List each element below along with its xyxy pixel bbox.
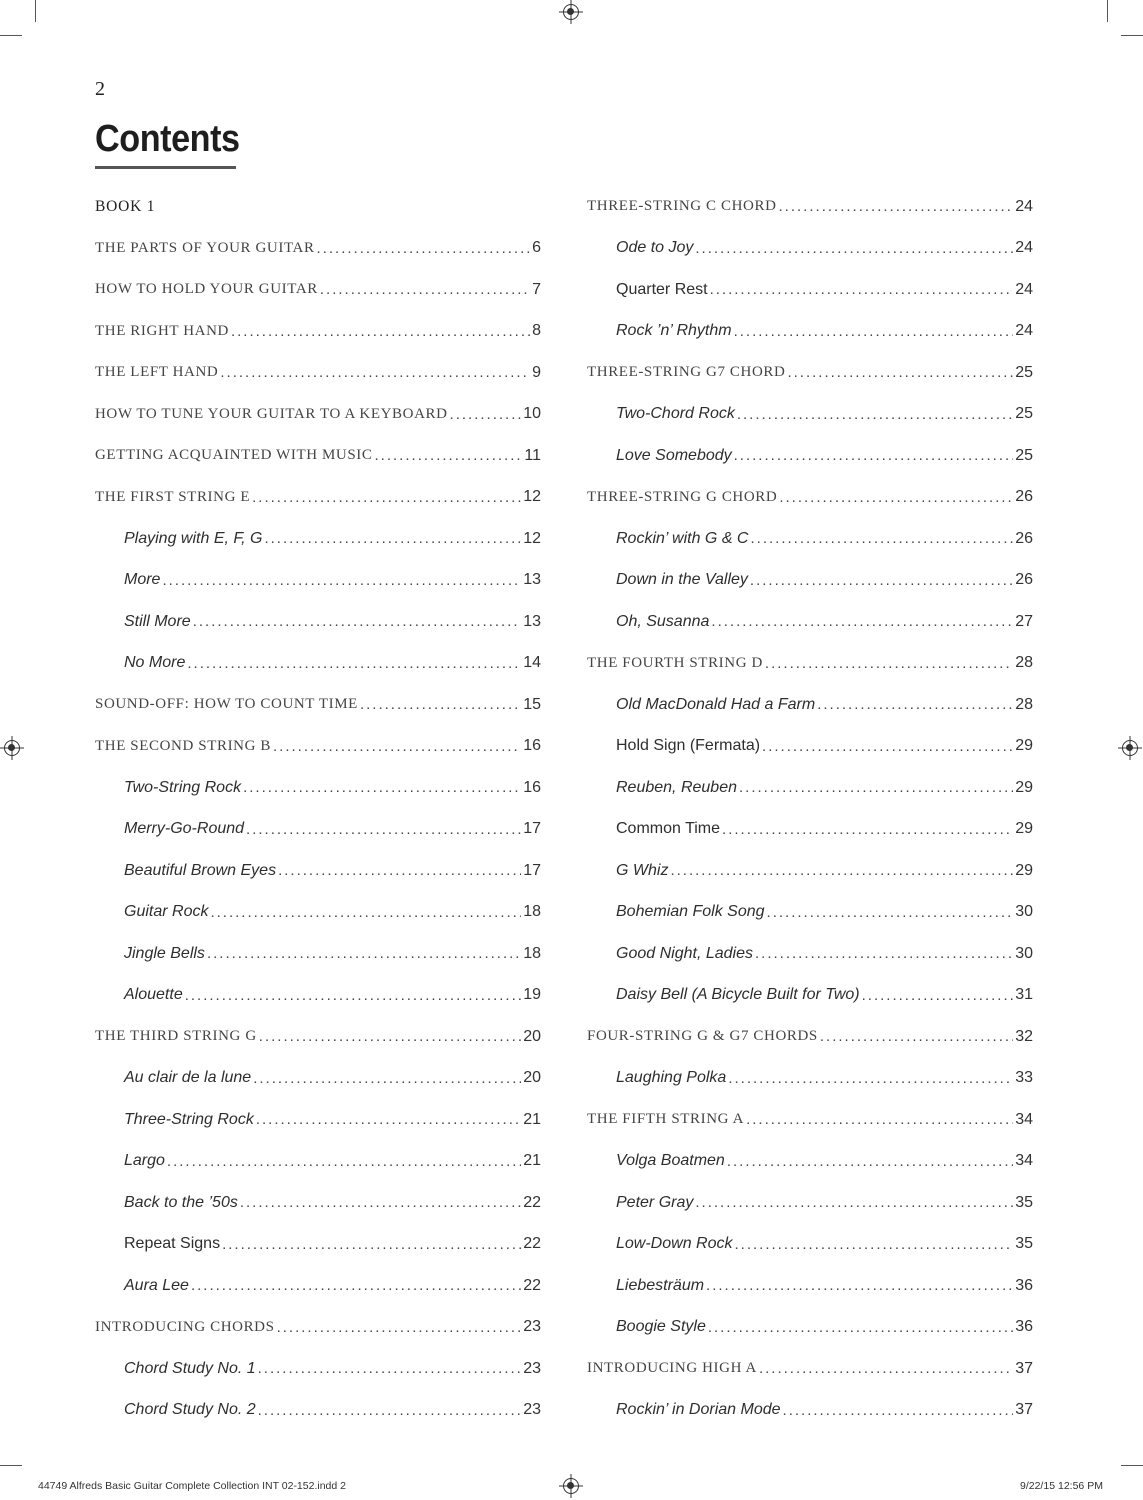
toc-entry xyxy=(587,1141,1033,1183)
toc-entry-title: Merry-Go-Round xyxy=(124,820,245,838)
dot-leader xyxy=(779,489,1013,506)
toc-entry xyxy=(95,186,541,228)
toc-entry-page: 23 xyxy=(523,1359,541,1377)
toc-entry-page: 33 xyxy=(1015,1069,1033,1087)
dot-leader xyxy=(253,1070,521,1087)
toc-entry xyxy=(587,477,1033,519)
toc-entry-title: No More xyxy=(124,654,186,672)
toc-entry xyxy=(95,975,541,1017)
toc-entry-page: 20 xyxy=(523,1027,541,1045)
toc-entry-page: 29 xyxy=(1015,737,1033,755)
dot-leader xyxy=(708,1319,1013,1336)
toc-entry-title: Ode to Joy xyxy=(616,239,694,257)
toc-entry-page: 26 xyxy=(1015,529,1033,547)
toc-entry-page: 17 xyxy=(523,861,541,879)
page-title: Contents xyxy=(95,118,240,160)
toc-entry xyxy=(95,1099,541,1141)
toc-entry xyxy=(587,311,1033,353)
toc-entry-title: Laughing Polka xyxy=(616,1069,727,1087)
toc-entry-page: 25 xyxy=(1015,446,1033,464)
toc-entry-title: Quarter Rest xyxy=(616,280,708,298)
toc-entry-title: Rockin’ in Dorian Mode xyxy=(616,1401,781,1419)
toc-entry-title: Largo xyxy=(124,1152,165,1170)
dot-leader xyxy=(193,613,522,630)
toc-entry xyxy=(95,352,541,394)
toc-entry-page: 6 xyxy=(532,239,541,257)
toc-entry-title: THREE-STRING G7 CHORD xyxy=(587,364,786,381)
toc-entry xyxy=(587,643,1033,685)
toc-entry xyxy=(587,186,1033,228)
toc-entry-title: Volga Boatmen xyxy=(616,1152,725,1170)
toc-entry xyxy=(587,352,1033,394)
footer-file-name: 44749 Alfreds Basic Guitar Complete Collection INT 02-152.indd 2 xyxy=(38,1480,346,1492)
toc-entry-page: 18 xyxy=(523,903,541,921)
toc-entry xyxy=(587,435,1033,477)
toc-entry xyxy=(587,1307,1033,1349)
toc-entry-title: More xyxy=(124,571,161,589)
toc-entry xyxy=(95,269,541,311)
dot-leader xyxy=(722,821,1013,838)
dot-leader xyxy=(711,613,1013,630)
toc-entry xyxy=(95,767,541,809)
toc-entry-title: Reuben, Reuben xyxy=(616,778,737,796)
toc-entry xyxy=(95,892,541,934)
toc-entry-page: 34 xyxy=(1015,1152,1033,1170)
toc-entry-page: 24 xyxy=(1015,239,1033,257)
toc-entry-page: 19 xyxy=(523,986,541,1004)
toc-entry xyxy=(95,1348,541,1390)
toc-entry xyxy=(587,560,1033,602)
toc-entry-page: 8 xyxy=(532,322,541,340)
toc-entry xyxy=(587,933,1033,975)
toc-entry xyxy=(95,1390,541,1432)
toc-entry-title: GETTING ACQUAINTED WITH MUSIC xyxy=(95,447,373,464)
toc-entry-title: THE RIGHT HAND xyxy=(95,322,229,339)
toc-entry-title: Peter Gray xyxy=(616,1193,694,1211)
dot-leader xyxy=(375,447,523,464)
toc-entry-page: 24 xyxy=(1015,197,1033,215)
toc-entry-page: 20 xyxy=(523,1069,541,1087)
dot-leader xyxy=(277,1319,522,1336)
dot-leader xyxy=(222,1236,521,1253)
toc-entry-title: Jingle Bells xyxy=(124,944,205,962)
toc-entry xyxy=(95,1016,541,1058)
toc-entry-page: 36 xyxy=(1015,1318,1033,1336)
toc-entry-title: Liebesträum xyxy=(616,1276,705,1294)
contents-left-column xyxy=(95,186,541,1431)
toc-entry xyxy=(587,1390,1033,1432)
dot-leader xyxy=(765,655,1013,672)
toc-entry xyxy=(95,1224,541,1266)
toc-entry xyxy=(95,435,541,477)
toc-entry-title: Alouette xyxy=(124,986,183,1004)
dot-leader xyxy=(258,1402,522,1419)
toc-entry-title: Three-String Rock xyxy=(124,1110,254,1128)
dot-leader xyxy=(746,1111,1013,1128)
toc-entry-page: 23 xyxy=(523,1318,541,1336)
dot-leader xyxy=(185,987,521,1004)
toc-entry xyxy=(587,809,1033,851)
toc-entry-page: 35 xyxy=(1015,1235,1033,1253)
registration-mark-icon xyxy=(4,740,20,756)
toc-entry xyxy=(95,477,541,519)
title-underline xyxy=(95,166,236,169)
crop-mark xyxy=(35,0,36,22)
dot-leader xyxy=(750,572,1013,589)
contents-right-column xyxy=(587,186,1033,1431)
toc-entry-title: Oh, Susanna xyxy=(616,612,710,630)
dot-leader xyxy=(734,447,1014,464)
dot-leader xyxy=(240,1194,521,1211)
dot-leader xyxy=(706,1277,1013,1294)
dot-leader xyxy=(817,696,1013,713)
toc-entry-title: INTRODUCING HIGH A xyxy=(587,1360,757,1377)
toc-entry xyxy=(587,228,1033,270)
toc-entry-title: BOOK 1 xyxy=(95,197,156,215)
dot-leader xyxy=(695,1194,1013,1211)
toc-entry-title: THE SECOND STRING B xyxy=(95,737,271,754)
toc-entry xyxy=(587,892,1033,934)
registration-mark-icon xyxy=(563,1478,579,1494)
dot-leader xyxy=(734,323,1014,340)
toc-entry-title: THE FOURTH STRING D xyxy=(587,654,763,671)
toc-entry-page: 25 xyxy=(1015,405,1033,423)
crop-mark xyxy=(1121,35,1143,36)
toc-entry-page: 23 xyxy=(523,1401,541,1419)
toc-entry xyxy=(95,560,541,602)
dot-leader xyxy=(207,945,521,962)
toc-entry-page: 36 xyxy=(1015,1276,1033,1294)
dot-leader xyxy=(187,655,521,672)
toc-entry-title: THE LEFT HAND xyxy=(95,364,219,381)
toc-entry-title: Down in the Valley xyxy=(616,571,748,589)
toc-entry-title: Hold Sign (Fermata) xyxy=(616,737,761,755)
toc-entry-page: 21 xyxy=(523,1110,541,1128)
toc-entry-page: 29 xyxy=(1015,861,1033,879)
toc-entry-page: 28 xyxy=(1015,695,1033,713)
toc-entry-page: 21 xyxy=(523,1152,541,1170)
toc-entry xyxy=(95,518,541,560)
toc-entry xyxy=(587,601,1033,643)
toc-entry-title: Chord Study No. 2 xyxy=(124,1401,256,1419)
dot-leader xyxy=(320,281,530,298)
dot-leader xyxy=(762,738,1013,755)
toc-entry-title: HOW TO TUNE YOUR GUITAR TO A KEYBOARD xyxy=(95,405,448,422)
toc-entry xyxy=(95,1058,541,1100)
toc-entry-page: 22 xyxy=(523,1276,541,1294)
dot-leader xyxy=(710,281,1014,298)
toc-entry-title: Old MacDonald Had a Farm xyxy=(616,695,816,713)
dot-leader xyxy=(750,530,1013,547)
toc-entry xyxy=(587,684,1033,726)
toc-entry xyxy=(95,809,541,851)
toc-entry-title: THE FIRST STRING E xyxy=(95,488,251,505)
dot-leader xyxy=(450,406,522,423)
toc-entry-page: 28 xyxy=(1015,654,1033,672)
toc-entry xyxy=(95,850,541,892)
crop-mark xyxy=(1121,1465,1143,1466)
toc-entry-page: 27 xyxy=(1015,612,1033,630)
toc-entry-page: 13 xyxy=(523,571,541,589)
dot-leader xyxy=(258,1360,522,1377)
toc-entry xyxy=(587,1224,1033,1266)
toc-entry xyxy=(95,601,541,643)
toc-entry xyxy=(95,1265,541,1307)
toc-entry-title: Rock ’n’ Rhythm xyxy=(616,322,732,340)
toc-entry-page: 29 xyxy=(1015,778,1033,796)
dot-leader xyxy=(243,779,521,796)
dot-leader xyxy=(670,862,1013,879)
toc-entry-title: INTRODUCING CHORDS xyxy=(95,1318,275,1335)
toc-entry-page: 37 xyxy=(1015,1401,1033,1419)
toc-entry-page: 14 xyxy=(523,654,541,672)
toc-entry xyxy=(587,1182,1033,1224)
crop-mark xyxy=(0,1465,22,1466)
dot-leader xyxy=(734,1236,1013,1253)
dot-leader xyxy=(264,530,521,547)
toc-entry-page: 24 xyxy=(1015,322,1033,340)
dot-leader xyxy=(783,1402,1014,1419)
toc-entry xyxy=(587,518,1033,560)
dot-leader xyxy=(360,696,521,713)
toc-entry-title: G Whiz xyxy=(616,861,669,879)
registration-mark-icon xyxy=(563,4,579,20)
toc-entry-title: Low-Down Rock xyxy=(616,1235,733,1253)
toc-entry-title: Beautiful Brown Eyes xyxy=(124,861,277,879)
toc-entry-page: 26 xyxy=(1015,571,1033,589)
toc-entry xyxy=(95,726,541,768)
toc-entry-title: Love Somebody xyxy=(616,446,732,464)
toc-entry-page: 30 xyxy=(1015,944,1033,962)
dot-leader xyxy=(210,904,521,921)
dot-leader xyxy=(162,572,521,589)
toc-entry xyxy=(95,643,541,685)
dot-leader xyxy=(167,1153,521,1170)
toc-entry-title: THE PARTS OF YOUR GUITAR xyxy=(95,239,315,256)
toc-entry-page: 7 xyxy=(532,280,541,298)
toc-entry-title: Rockin’ with G & C xyxy=(616,529,749,547)
toc-entry-page: 24 xyxy=(1015,280,1033,298)
toc-entry xyxy=(587,850,1033,892)
toc-entry-title: Common Time xyxy=(616,820,721,838)
dot-leader xyxy=(252,489,521,506)
toc-entry xyxy=(587,1348,1033,1390)
toc-entry xyxy=(587,975,1033,1017)
toc-entry xyxy=(587,1058,1033,1100)
crop-mark xyxy=(1107,0,1108,22)
dot-leader xyxy=(737,406,1013,423)
registration-mark-icon xyxy=(1122,740,1138,756)
toc-entry xyxy=(587,767,1033,809)
toc-entry-title: THREE-STRING C CHORD xyxy=(587,198,777,215)
toc-entry-page: 17 xyxy=(523,820,541,838)
toc-entry-title: THREE-STRING G CHORD xyxy=(587,488,778,505)
toc-entry xyxy=(95,1307,541,1349)
dot-leader xyxy=(273,738,521,755)
footer-time: 12:56 PM xyxy=(1058,1480,1103,1492)
toc-entry-page: 13 xyxy=(523,612,541,630)
dot-leader xyxy=(220,364,530,381)
dot-leader xyxy=(739,779,1013,796)
toc-entry-title: Still More xyxy=(124,612,191,630)
toc-entry-title: Good Night, Ladies xyxy=(616,944,753,962)
dot-leader xyxy=(755,945,1013,962)
toc-entry xyxy=(95,311,541,353)
dot-leader xyxy=(728,1070,1013,1087)
toc-entry-title: Playing with E, F, G xyxy=(124,529,263,547)
dot-leader xyxy=(256,1111,521,1128)
footer-date: 9/22/15 xyxy=(1020,1480,1056,1492)
toc-entry-page: 12 xyxy=(523,488,541,506)
toc-entry-title: Boogie Style xyxy=(616,1318,706,1336)
toc-entry-page: 18 xyxy=(523,944,541,962)
toc-entry xyxy=(587,1265,1033,1307)
toc-entry xyxy=(587,1099,1033,1141)
page-number: 2 xyxy=(95,78,105,100)
toc-entry-page: 22 xyxy=(523,1193,541,1211)
dot-leader xyxy=(278,862,521,879)
toc-entry-title: THE THIRD STRING G xyxy=(95,1028,257,1045)
toc-entry xyxy=(95,684,541,726)
toc-entry-page: 9 xyxy=(532,363,541,381)
toc-entry xyxy=(95,1182,541,1224)
toc-entry-page: 29 xyxy=(1015,820,1033,838)
toc-entry-title: Aura Lee xyxy=(124,1276,189,1294)
dot-leader xyxy=(259,1028,521,1045)
toc-entry-page: 15 xyxy=(523,695,541,713)
dot-leader xyxy=(317,240,531,257)
toc-entry-title: Guitar Rock xyxy=(124,903,209,921)
toc-entry-title: SOUND-OFF: HOW TO COUNT TIME xyxy=(95,696,358,713)
dot-leader xyxy=(727,1153,1013,1170)
dot-leader xyxy=(862,987,1014,1004)
toc-entry-page: 34 xyxy=(1015,1110,1033,1128)
dot-leader xyxy=(191,1277,521,1294)
toc-entry xyxy=(587,1016,1033,1058)
toc-entry xyxy=(95,228,541,270)
toc-entry-title: THE FIFTH STRING A xyxy=(587,1111,745,1128)
toc-entry-page: 31 xyxy=(1015,986,1033,1004)
toc-entry-page: 30 xyxy=(1015,903,1033,921)
dot-leader xyxy=(820,1028,1013,1045)
toc-entry-page: 10 xyxy=(523,405,541,423)
toc-entry-title: HOW TO HOLD YOUR GUITAR xyxy=(95,281,318,298)
toc-entry-title: FOUR-STRING G & G7 CHORDS xyxy=(587,1028,818,1045)
toc-entry-title: Back to the ’50s xyxy=(124,1193,238,1211)
dot-leader xyxy=(787,364,1013,381)
toc-entry-page: 26 xyxy=(1015,488,1033,506)
toc-entry-page: 22 xyxy=(523,1235,541,1253)
toc-entry-page: 37 xyxy=(1015,1359,1033,1377)
toc-entry-page: 25 xyxy=(1015,363,1033,381)
toc-entry-page: 16 xyxy=(523,737,541,755)
toc-entry-title: Repeat Signs xyxy=(124,1235,221,1253)
toc-entry-title: Au clair de la lune xyxy=(124,1069,252,1087)
dot-leader xyxy=(779,198,1014,215)
toc-entry-page: 16 xyxy=(523,778,541,796)
toc-entry xyxy=(587,726,1033,768)
toc-entry-page: 12 xyxy=(523,529,541,547)
toc-entry xyxy=(587,269,1033,311)
dot-leader xyxy=(767,904,1014,921)
toc-entry-page: 32 xyxy=(1015,1027,1033,1045)
toc-entry-page: 35 xyxy=(1015,1193,1033,1211)
toc-entry xyxy=(95,394,541,436)
dot-leader xyxy=(759,1360,1013,1377)
dot-leader xyxy=(231,323,530,340)
dot-leader xyxy=(695,240,1013,257)
toc-entry xyxy=(587,394,1033,436)
toc-entry-title: Bohemian Folk Song xyxy=(616,903,765,921)
toc-entry xyxy=(95,933,541,975)
toc-entry-title: Two-String Rock xyxy=(124,778,242,796)
toc-entry xyxy=(95,1141,541,1183)
toc-entry-title: Daisy Bell (A Bicycle Built for Two) xyxy=(616,986,860,1004)
toc-entry-title: Chord Study No. 1 xyxy=(124,1359,256,1377)
toc-entry-title: Two-Chord Rock xyxy=(616,405,735,423)
dot-leader xyxy=(246,821,521,838)
crop-mark xyxy=(0,35,22,36)
toc-entry-page: 11 xyxy=(524,446,541,464)
